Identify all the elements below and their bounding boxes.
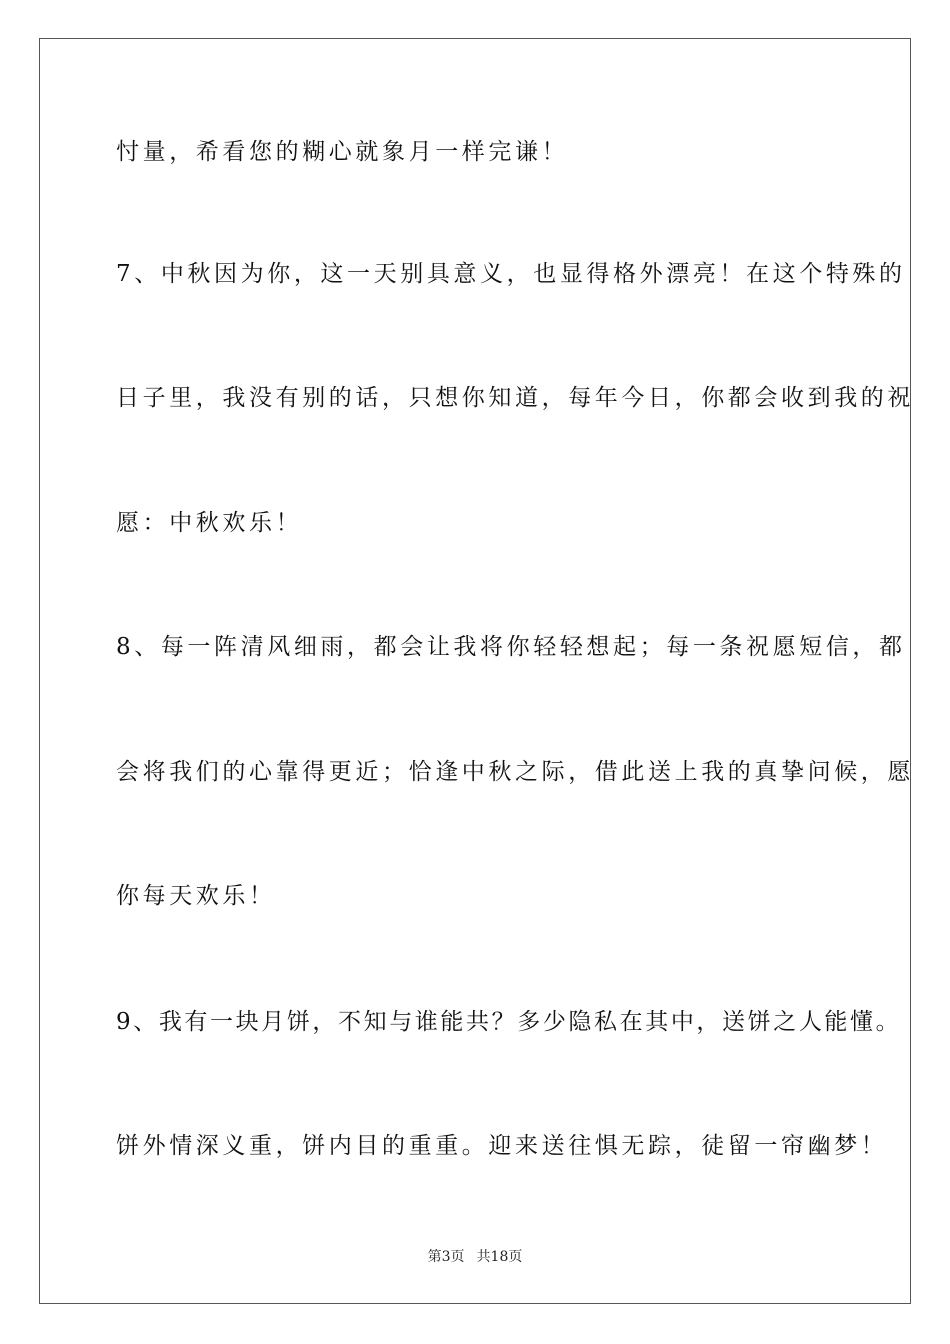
text-line-4: 愿：中秋欢乐！ — [116, 510, 303, 536]
text-line-9: 饼外情深义重，饼内目的重重。迎来送往惧无踪，徒留一帘幽梦！ — [116, 1133, 888, 1159]
page-border — [39, 38, 911, 1304]
text-line-5: 8、每一阵清风细雨，都会让我将你轻轻想起；每一条祝愿短信，都 — [116, 634, 906, 660]
page-number: 第3页 — [427, 1249, 465, 1265]
text-line-7: 你每天欢乐！ — [116, 883, 276, 909]
page-footer — [0, 1247, 950, 1267]
text-line-1: 忖量，希看您的糊心就象月一样完谦！ — [116, 139, 569, 165]
text-line-3: 日子里，我没有别的话，只想你知道，每年今日，你都会收到我的祝 — [116, 385, 914, 411]
text-line-8: 9、我有一块月饼，不知与谁能共？多少隐私在其中，送饼之人能懂。 — [116, 1009, 902, 1035]
text-line-6: 会将我们的心靠得更近；恰逢中秋之际，借此送上我的真挚问候，愿 — [116, 759, 914, 785]
text-line-2: 7、中秋因为你，这一天别具意义，也显得格外漂亮！在这个特殊的 — [116, 261, 906, 287]
page-total: 共18页 — [476, 1249, 523, 1265]
